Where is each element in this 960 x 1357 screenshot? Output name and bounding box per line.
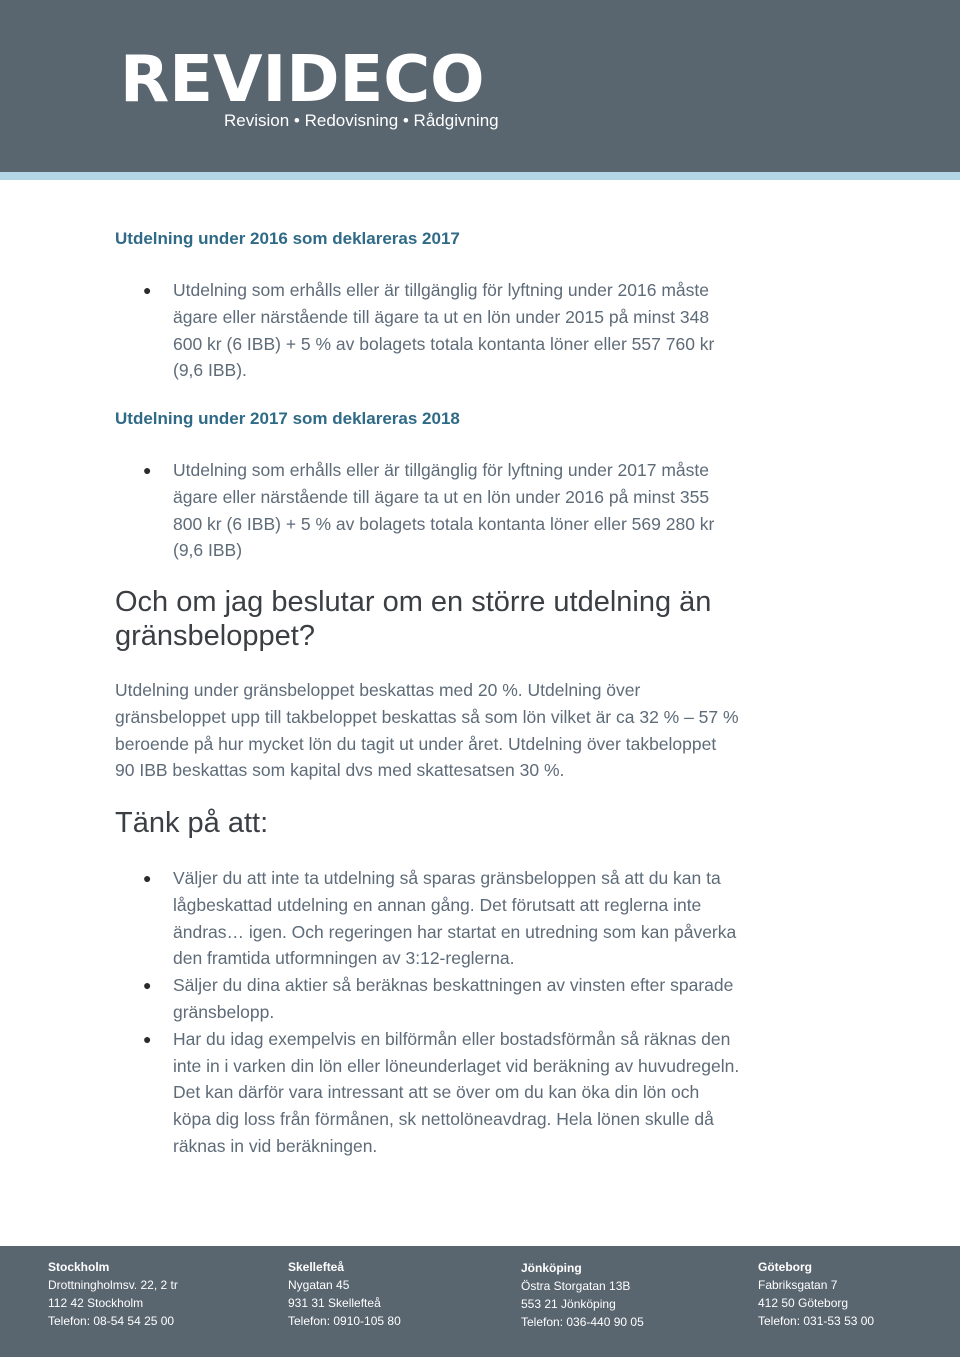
office-phone: Telefon: 0910-105 80: [288, 1314, 401, 1328]
office-street: Fabriksgatan 7: [758, 1278, 838, 1292]
page-header: [0, 0, 960, 172]
office-postal: 412 50 Göteborg: [758, 1296, 849, 1310]
office-city: Skellefteå: [288, 1260, 345, 1274]
office-stockholm: [48, 1258, 178, 1330]
bullet-icon: ●: [143, 870, 152, 886]
list-item: [140, 457, 740, 564]
office-postal: 931 31 Skellefteå: [288, 1296, 381, 1310]
office-postal: 112 42 Stockholm: [48, 1296, 144, 1310]
office-phone: Telefon: 08-54 54 25 00: [48, 1314, 175, 1328]
office-city: Jönköping: [521, 1261, 582, 1275]
bullet-icon: ●: [143, 282, 152, 298]
page-footer: [0, 1246, 960, 1357]
section-heading-2017: Utdelning under 2017 som deklareras 2018: [115, 409, 460, 428]
list-item: [140, 1026, 740, 1160]
list-item-text: Har du idag exempelvis en bilförmån eller bostadsförmån så räknas den inte in i varken din lön eller löneunderlaget vid beräkning av huvudregeln. Det kan därför vara intressant att se över om du kan öka din lön och köpa dig loss från förmånen, sk nettolöneavdrag. Hela lönen skulle då räknas in vid beräkningen.: [173, 1028, 740, 1156]
list-item: [140, 865, 740, 972]
heading-think-about: Tänk på att:: [115, 807, 269, 839]
office-jonkoping: [521, 1259, 644, 1331]
company-tagline: Revision • Redovisning • Rådgivning: [224, 111, 499, 130]
heading-larger-dividend: Och om jag beslutar om en större utdelning än gränsbeloppet?: [115, 586, 712, 652]
office-city: Stockholm: [48, 1260, 110, 1274]
bullet-icon: ●: [143, 1030, 152, 1047]
office-street: Drottningholmsv. 22, 2 tr: [48, 1278, 178, 1292]
header-accent-stripe: [0, 172, 960, 180]
bullet-icon: ●: [143, 977, 152, 994]
bullet-list-2017: [140, 457, 740, 564]
company-logo: REVIDECO: [120, 43, 485, 117]
office-street: Östra Storgatan 13B: [521, 1279, 631, 1293]
office-phone: Telefon: 031-53 53 00: [758, 1314, 875, 1328]
bullet-list-2016: [140, 277, 740, 384]
paragraph-larger-dividend: Utdelning under gränsbeloppet beskattas med 20 %. Utdelning över gränsbeloppet upp till takbeloppet beskattas så som lön vilket är ca 32 % – 57 % beroende på hur mycket lön du tagit ut under året. Utdelning över takbeloppet 90 IBB beskattas som kapital dvs med skattesatsen 30 %.: [115, 680, 739, 781]
section-heading-2016: Utdelning under 2016 som deklareras 2017: [115, 229, 460, 248]
list-item: [140, 277, 740, 384]
bullet-list-think: [140, 865, 740, 1160]
office-phone: Telefon: 036-440 90 05: [521, 1315, 644, 1329]
office-skelleftea: [288, 1258, 401, 1330]
office-street: Nygatan 45: [288, 1278, 350, 1292]
office-postal: 553 21 Jönköping: [521, 1297, 616, 1311]
list-item-text: Utdelning som erhålls eller är tillgänglig för lyftning under 2017 måste ägare eller närstående till ägare ta ut en lön under 2016 på minst 355 800 kr (6 IBB) + 5 % av bolagets totala kontanta löner eller 569 280 kr (9,6 IBB): [173, 460, 715, 561]
list-item-text: Väljer du att inte ta utdelning så sparas gränsbeloppen så att du kan ta lågbeskattad utdelning en annan gång. Det förutsatt att reglerna inte ändras… igen. Och regeringen har startat en utredning som kan påverka den framtida utformningen av 3:12-reglerna.: [173, 868, 737, 969]
office-city: Göteborg: [758, 1260, 812, 1274]
office-goteborg: [758, 1258, 874, 1330]
bullet-icon: ●: [143, 462, 152, 478]
list-item-text: Utdelning som erhålls eller är tillgänglig för lyftning under 2016 måste ägare eller närstående till ägare ta ut en lön under 2015 på minst 348 600 kr (6 IBB) + 5 % av bolagets totala kontanta löner eller 557 760 kr (9,6 IBB).: [173, 280, 715, 381]
list-item-text: Säljer du dina aktier så beräknas beskattningen av vinsten efter sparade gränsbelopp.: [173, 975, 734, 1022]
list-item: [140, 972, 740, 1026]
